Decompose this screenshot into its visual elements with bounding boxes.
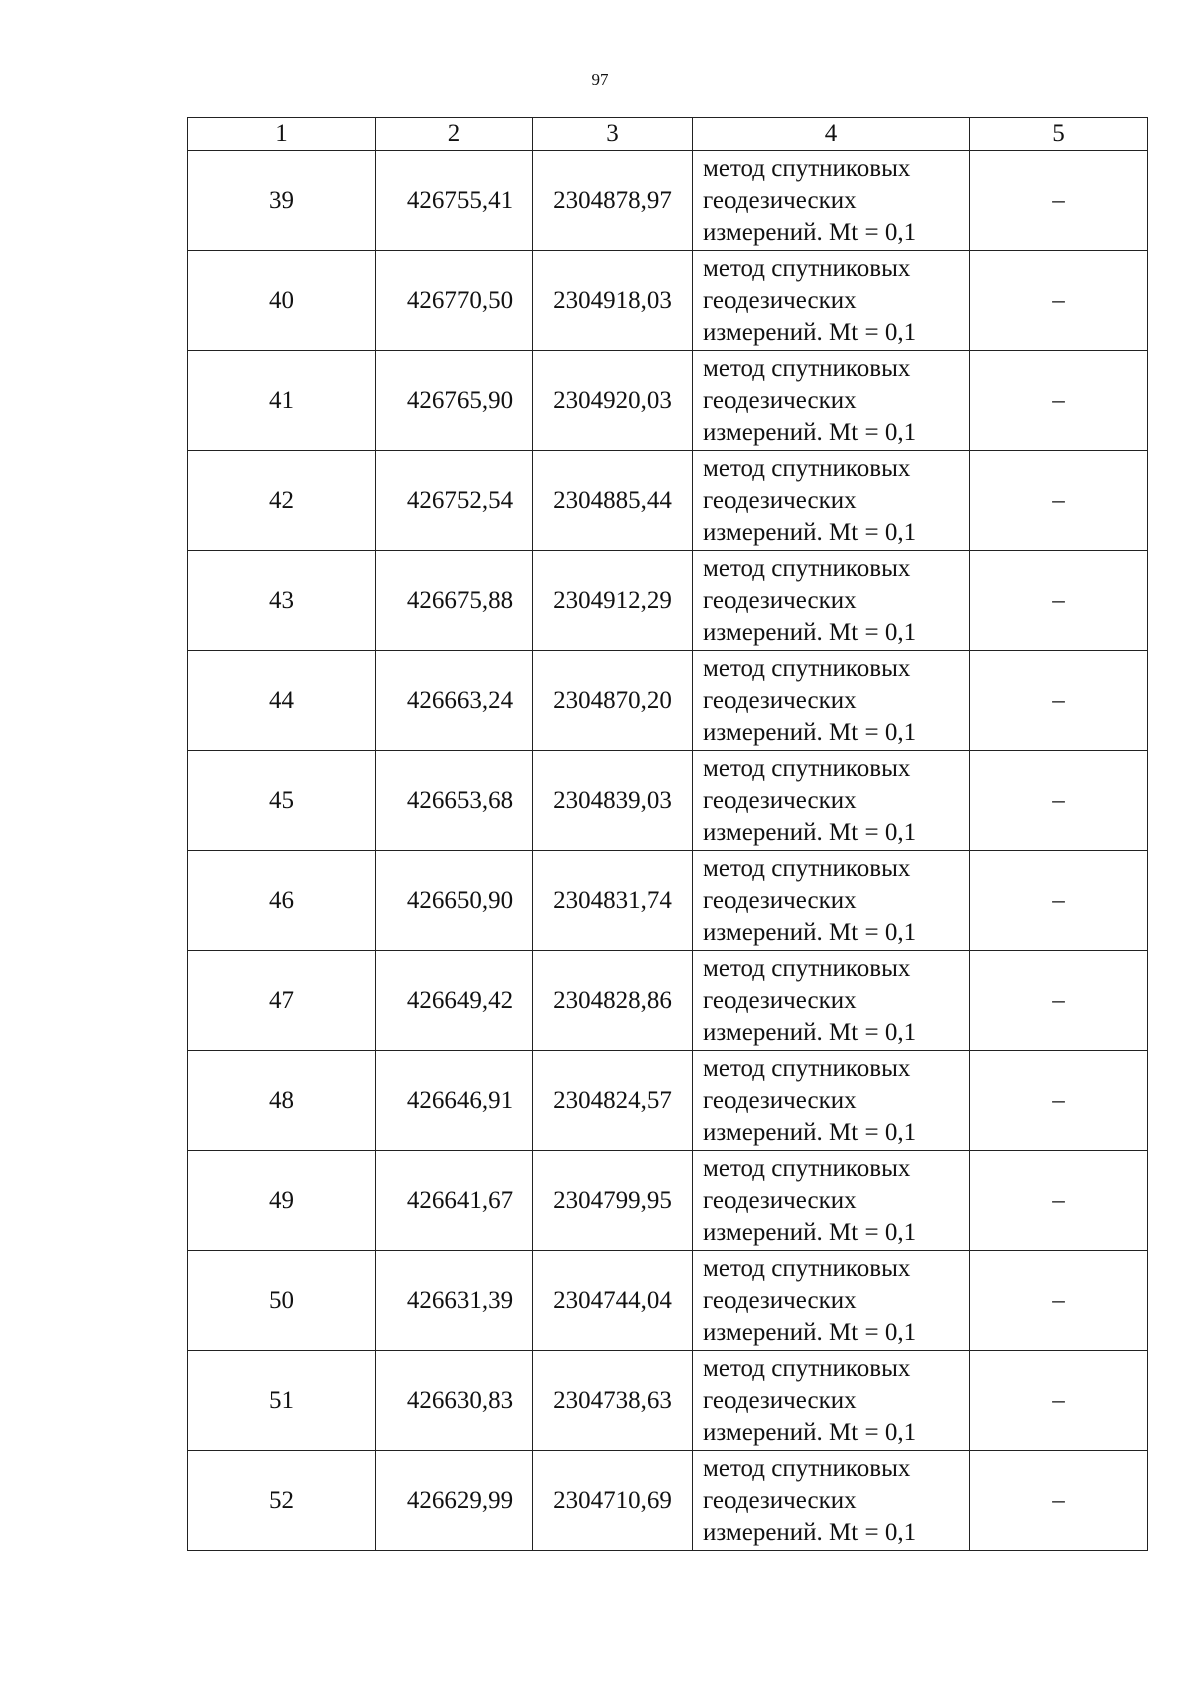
table-row	[188, 451, 1148, 551]
table-row	[188, 1451, 1148, 1551]
y-coordinate-cell: 2304885,44	[533, 451, 693, 551]
x-coordinate-cell: 426629,99	[376, 1451, 533, 1551]
method-line: измерений. Mt = 0,1	[703, 718, 917, 746]
note-cell: –	[970, 451, 1148, 551]
method-line: метод спутниковых	[703, 454, 911, 482]
method-line: метод спутниковых	[703, 1354, 911, 1382]
method-line: метод спутниковых	[703, 1254, 911, 1282]
point-number-cell: 51	[188, 1351, 376, 1451]
point-number-cell: 48	[188, 1051, 376, 1151]
method-cell	[693, 551, 970, 651]
method-cell	[693, 951, 970, 1051]
x-coordinate-cell: 426770,50	[376, 251, 533, 351]
method-line: измерений. Mt = 0,1	[703, 1018, 917, 1046]
page-number: 97	[591, 70, 609, 89]
y-coordinate-cell: 2304738,63	[533, 1351, 693, 1451]
column-header: 2	[376, 118, 533, 151]
x-coordinate-cell: 426646,91	[376, 1051, 533, 1151]
point-number-cell: 47	[188, 951, 376, 1051]
point-number-cell: 39	[188, 151, 376, 251]
method-line: геодезических	[703, 186, 857, 214]
method-line: геодезических	[703, 1186, 857, 1214]
method-line: метод спутниковых	[703, 954, 911, 982]
column-header: 4	[693, 118, 970, 151]
point-number-cell: 43	[188, 551, 376, 651]
x-coordinate-cell: 426675,88	[376, 551, 533, 651]
x-coordinate-cell: 426755,41	[376, 151, 533, 251]
method-cell	[693, 151, 970, 251]
method-line: геодезических	[703, 886, 857, 914]
method-cell	[693, 351, 970, 451]
method-line: геодезических	[703, 386, 857, 414]
note-cell: –	[970, 1451, 1148, 1551]
method-line: измерений. Mt = 0,1	[703, 1118, 917, 1146]
note-cell: –	[970, 951, 1148, 1051]
method-cell	[693, 451, 970, 551]
table-row	[188, 751, 1148, 851]
note-cell: –	[970, 351, 1148, 451]
point-number-cell: 52	[188, 1451, 376, 1551]
method-line: измерений. Mt = 0,1	[703, 218, 917, 246]
point-number-cell: 50	[188, 1251, 376, 1351]
table-row	[188, 151, 1148, 251]
x-coordinate-cell: 426765,90	[376, 351, 533, 451]
method-line: геодезических	[703, 286, 857, 314]
method-line: измерений. Mt = 0,1	[703, 518, 917, 546]
note-cell: –	[970, 551, 1148, 651]
table-row	[188, 351, 1148, 451]
table-body	[188, 151, 1148, 1551]
method-line: измерений. Mt = 0,1	[703, 1518, 917, 1546]
method-cell	[693, 851, 970, 951]
method-line: измерений. Mt = 0,1	[703, 318, 917, 346]
note-cell: –	[970, 251, 1148, 351]
method-line: метод спутниковых	[703, 654, 911, 682]
method-line: геодезических	[703, 486, 857, 514]
method-line: метод спутниковых	[703, 1454, 911, 1482]
method-line: измерений. Mt = 0,1	[703, 1218, 917, 1246]
x-coordinate-cell: 426653,68	[376, 751, 533, 851]
point-number-cell: 49	[188, 1151, 376, 1251]
table-row	[188, 251, 1148, 351]
method-line: геодезических	[703, 986, 857, 1014]
note-cell: –	[970, 651, 1148, 751]
note-cell: –	[970, 151, 1148, 251]
method-line: метод спутниковых	[703, 1054, 911, 1082]
note-cell: –	[970, 1051, 1148, 1151]
y-coordinate-cell: 2304920,03	[533, 351, 693, 451]
coordinates-table-container	[187, 117, 1147, 1551]
y-coordinate-cell: 2304710,69	[533, 1451, 693, 1551]
point-number-cell: 44	[188, 651, 376, 751]
table-row	[188, 651, 1148, 751]
method-line: метод спутниковых	[703, 354, 911, 382]
coordinates-table	[187, 117, 1148, 1551]
y-coordinate-cell: 2304912,29	[533, 551, 693, 651]
method-line: метод спутниковых	[703, 554, 911, 582]
x-coordinate-cell: 426752,54	[376, 451, 533, 551]
table-row	[188, 1151, 1148, 1251]
point-number-cell: 41	[188, 351, 376, 451]
x-coordinate-cell: 426641,67	[376, 1151, 533, 1251]
method-cell	[693, 1251, 970, 1351]
column-header: 3	[533, 118, 693, 151]
y-coordinate-cell: 2304831,74	[533, 851, 693, 951]
table-row	[188, 951, 1148, 1051]
method-line: геодезических	[703, 586, 857, 614]
method-line: измерений. Mt = 0,1	[703, 818, 917, 846]
point-number-cell: 42	[188, 451, 376, 551]
method-cell	[693, 251, 970, 351]
table-row	[188, 551, 1148, 651]
note-cell: –	[970, 851, 1148, 951]
method-line: измерений. Mt = 0,1	[703, 1318, 917, 1346]
method-line: геодезических	[703, 1286, 857, 1314]
point-number-cell: 45	[188, 751, 376, 851]
method-line: метод спутниковых	[703, 1154, 911, 1182]
y-coordinate-cell: 2304839,03	[533, 751, 693, 851]
x-coordinate-cell: 426649,42	[376, 951, 533, 1051]
header-row	[188, 118, 1148, 151]
y-coordinate-cell: 2304828,86	[533, 951, 693, 1051]
method-line: метод спутниковых	[703, 854, 911, 882]
column-header: 5	[970, 118, 1148, 151]
method-line: метод спутниковых	[703, 154, 911, 182]
note-cell: –	[970, 1251, 1148, 1351]
method-line: метод спутниковых	[703, 254, 911, 282]
method-cell	[693, 1051, 970, 1151]
y-coordinate-cell: 2304799,95	[533, 1151, 693, 1251]
note-cell: –	[970, 1351, 1148, 1451]
note-cell: –	[970, 1151, 1148, 1251]
point-number-cell: 40	[188, 251, 376, 351]
method-line: геодезических	[703, 1086, 857, 1114]
table-header	[188, 118, 1148, 151]
method-line: измерений. Mt = 0,1	[703, 918, 917, 946]
y-coordinate-cell: 2304824,57	[533, 1051, 693, 1151]
x-coordinate-cell: 426630,83	[376, 1351, 533, 1451]
method-cell	[693, 751, 970, 851]
y-coordinate-cell: 2304918,03	[533, 251, 693, 351]
method-cell	[693, 1451, 970, 1551]
table-row	[188, 851, 1148, 951]
y-coordinate-cell: 2304870,20	[533, 651, 693, 751]
method-line: измерений. Mt = 0,1	[703, 418, 917, 446]
method-line: геодезических	[703, 1386, 857, 1414]
table-row	[188, 1251, 1148, 1351]
x-coordinate-cell: 426650,90	[376, 851, 533, 951]
column-header: 1	[188, 118, 376, 151]
method-cell	[693, 1151, 970, 1251]
x-coordinate-cell: 426631,39	[376, 1251, 533, 1351]
method-line: измерений. Mt = 0,1	[703, 618, 917, 646]
table-row	[188, 1351, 1148, 1451]
method-line: геодезических	[703, 1486, 857, 1514]
method-cell	[693, 651, 970, 751]
note-cell: –	[970, 751, 1148, 851]
y-coordinate-cell: 2304878,97	[533, 151, 693, 251]
method-line: метод спутниковых	[703, 754, 911, 782]
method-line: измерений. Mt = 0,1	[703, 1418, 917, 1446]
method-line: геодезических	[703, 786, 857, 814]
x-coordinate-cell: 426663,24	[376, 651, 533, 751]
point-number-cell: 46	[188, 851, 376, 951]
method-cell	[693, 1351, 970, 1451]
table-row	[188, 1051, 1148, 1151]
y-coordinate-cell: 2304744,04	[533, 1251, 693, 1351]
method-line: геодезических	[703, 686, 857, 714]
